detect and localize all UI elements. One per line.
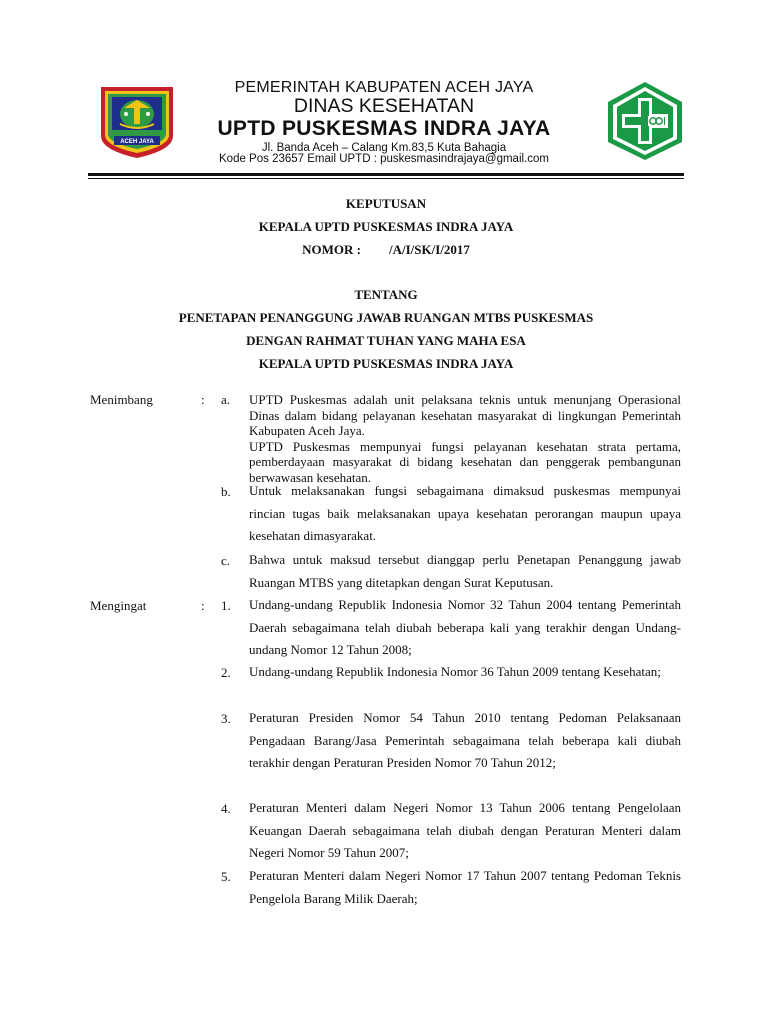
letterhead-address: Jl. Banda Aceh – Calang Km.83,5 Kuta Bahagia	[261, 142, 507, 154]
emblem-label: ACEH JAYA	[120, 139, 154, 145]
section-colon-mengingat: :	[201, 598, 205, 613]
list-item-text: UPTD Puskesmas mempunyai fungsi pelayanan kesehatan strata pertama, pemberdayaan masyarakat di bidang kesehatan dan penggerak pembangunan berwawasan kesehatan.	[249, 438, 681, 485]
decree-number	[0, 242, 768, 258]
list-marker: 4.	[221, 801, 231, 816]
section-label-mengingat: Mengingat	[90, 598, 147, 613]
decree-type: KEPUTUSAN	[345, 196, 427, 211]
list-marker: 1.	[221, 598, 231, 613]
list-item-text: Undang-undang Republik Indonesia Nomor 36 Tahun 2009 tentang Kesehatan;	[249, 664, 661, 679]
section-colon-menimbang: :	[201, 392, 205, 407]
section-label-menimbang: Menimbang	[90, 392, 153, 407]
letterhead-government: PEMERINTAH KABUPATEN ACEH JAYA	[234, 79, 534, 96]
decree-subject: PENETAPAN PENANGGUNG JAWAB RUANGAN MTBS PUSKESMAS	[178, 310, 594, 325]
list-marker: 5.	[221, 869, 231, 884]
list-item-text: UPTD Puskesmas adalah unit pelaksana teknis untuk menunjang Operasional Dinas dalam bidang pelayanan kesehatan masyarakat di lingkungan Pemerintah Kabupaten Aceh Jaya.	[249, 392, 681, 438]
list-marker: 2.	[221, 665, 231, 680]
list-item-text: Undang-undang Republik Indonesia Nomor 32 Tahun 2004 tentang Pemerintah Daerah sebagaimana telah diubah beberapa kali yang terakhir dengan Undang-undang Nomor 12 Tahun 2008;	[249, 597, 681, 657]
list-item-text: Peraturan Presiden Nomor 54 Tahun 2010 tentang Pedoman Pelaksanaan Pengadaan Barang/Jasa Pemerintah sebagaimana telah beberapa kali diubah terakhir dengan Peraturan Presiden Nomor 70 Tahun 2012;	[249, 710, 681, 770]
letterhead-contact: Kode Pos 23657 Email UPTD : puskesmasindrajaya@gmail.com	[219, 153, 549, 165]
decree-invocation: DENGAN RAHMAT TUHAN YANG MAHA ESA	[246, 333, 526, 348]
decree-number-label: NOMOR :	[302, 242, 361, 257]
list-item	[249, 392, 681, 485]
list-item-text: Peraturan Menteri dalam Negeri Nomor 17 Tahun 2007 tentang Pedoman Teknis Pengelola Barang Milik Daerah;	[249, 868, 681, 906]
list-marker: c.	[221, 553, 231, 568]
decree-issuer-repeat: KEPALA UPTD PUSKESMAS INDRA JAYA	[258, 356, 514, 371]
letterhead-agency: DINAS KESEHATAN	[293, 95, 475, 117]
decree-issuer: KEPALA UPTD PUSKESMAS INDRA JAYA	[258, 219, 514, 234]
letterhead-divider-thin	[88, 178, 684, 179]
list-marker: b.	[221, 484, 231, 499]
list-item-text: Peraturan Menteri dalam Negeri Nomor 13 Tahun 2006 tentang Pengelolaan Keuangan Daerah sebagaimana telah diubah dengan Peraturan Menteri dalam Negeri Nomor 59 Tahun 2007;	[249, 800, 681, 860]
decree-number-value: /A/I/SK/I/2017	[388, 242, 470, 257]
list-item-text: Untuk melaksanakan fungsi sebagaimana dimaksud puskesmas mempunyai rincian tugas baik melaksanakan upaya kesehatan perorangan maupun upaya kesehatan dimasyarakat.	[249, 483, 681, 543]
decree-about: TENTANG	[354, 287, 418, 302]
list-item-text: Bahwa untuk maksud tersebut dianggap perlu Penetapan Penanggung jawab Ruangan MTBS yang ditetapkan dengan Surat Keputusan.	[249, 552, 681, 590]
list-marker: 3.	[221, 711, 231, 726]
letterhead-institution: UPTD PUSKESMAS INDRA JAYA	[217, 117, 551, 140]
list-marker: a.	[221, 392, 231, 407]
letterhead-divider-thick	[88, 173, 684, 176]
